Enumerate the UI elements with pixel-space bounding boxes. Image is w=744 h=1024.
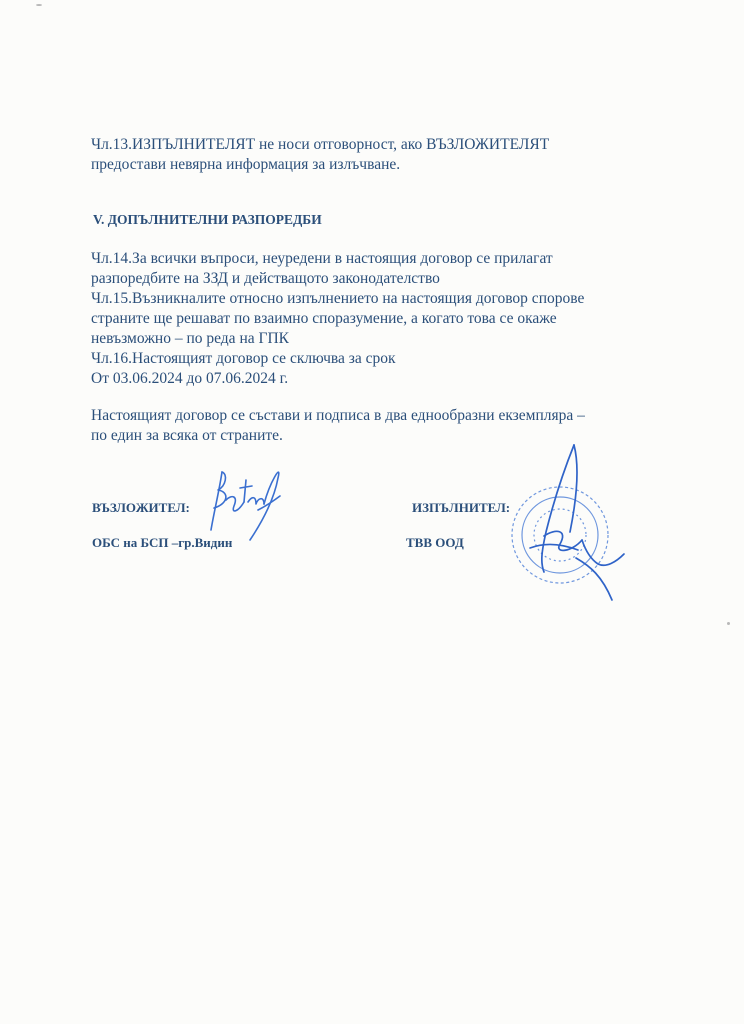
scan-speck [727, 622, 730, 625]
assignor-signature [200, 452, 300, 547]
clause-13-line-2: предостави невярна информация за излъчване. [91, 156, 401, 173]
closing-line-1: Настоящият договор се състави и подписа в два еднообразни екземпляра – [91, 407, 585, 424]
clause-13-line-1: Чл.13.ИЗПЪЛНИТЕЛЯТ не носи отговорност, ако ВЪЗЛОЖИТЕЛЯТ [91, 136, 550, 153]
contractor-stamp [500, 440, 635, 615]
clause-14-line-2: разпоредбите на ЗЗД и действащото законодателство [91, 270, 440, 287]
clause-16-line-2: От 03.06.2024 до 07.06.2024 г. [91, 370, 289, 387]
clause-16-line-1: Чл.16.Настоящият договор се сключва за срок [91, 350, 396, 367]
contractor-role: ИЗПЪЛНИТЕЛ: [412, 500, 511, 515]
closing-line-2: по един за всяка от страните. [91, 427, 283, 444]
scan-speck [36, 4, 42, 6]
assignor-role: ВЪЗЛОЖИТЕЛ: [92, 500, 190, 515]
assignor-name: ОБС на БСП –гр.Видин [92, 535, 233, 550]
clause-14-line-1: Чл.14.За всички въпроси, неуредени в настоящия договор се прилагат [91, 250, 553, 267]
clause-15-line-3: невъзможно – по реда на ГПК [91, 330, 289, 347]
clause-15-line-2: страните ще решават по взаимно споразумение, а когато това се окаже [91, 310, 557, 327]
section-heading: V. ДОПЪЛНИТЕЛНИ РАЗПОРЕДБИ [93, 212, 322, 227]
contractor-name: ТВВ ООД [406, 535, 464, 550]
contractor-signature [530, 445, 624, 600]
clause-15-line-1: Чл.15.Възникналите относно изпълнението на настоящия договор спорове [91, 290, 585, 307]
